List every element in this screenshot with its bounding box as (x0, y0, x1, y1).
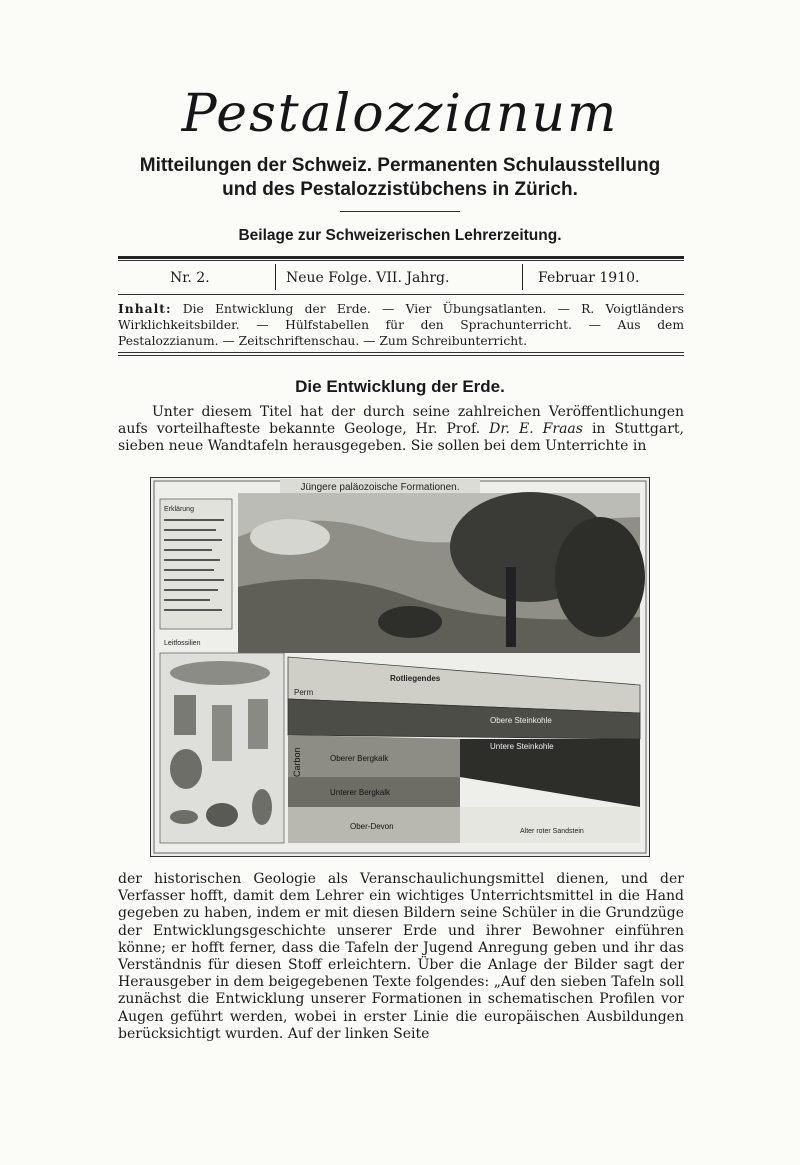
legend-title: Erklärung (164, 506, 194, 513)
fossil-trilobite (170, 810, 198, 824)
article-intro (118, 404, 684, 455)
layer-sandstein (460, 807, 640, 843)
contents-label: Inhalt: (118, 301, 172, 316)
issue-rule-top (118, 256, 684, 259)
contents-rule-2 (118, 355, 684, 356)
label-perm: Perm (294, 688, 314, 697)
subtitle-line-1: Mitteilungen der Schweiz. Permanenten Schulausstellung (139, 155, 661, 176)
fossil-shell (170, 749, 202, 789)
issue-rule-top-thin (118, 260, 684, 261)
fossil-fish (170, 661, 270, 685)
label-sandstein: Alter roter Sandstein (520, 828, 584, 835)
article-body (118, 871, 684, 1043)
figure-banner-text: Jüngere paläozoische Formationen. (300, 482, 460, 493)
table-of-contents (118, 301, 684, 349)
fern (378, 606, 442, 638)
label-unterer-bergkalk: Unterer Bergkalk (330, 788, 391, 797)
issue-separator (522, 264, 523, 290)
article-title: Die Entwicklung der Erde. (295, 377, 505, 396)
fossils-title: Leitfossilien (164, 640, 201, 647)
label-oberer-bergkalk: Oberer Bergkalk (330, 754, 389, 763)
fossil-coral (252, 789, 272, 825)
label-untere-steinkohle: Untere Steinkohle (490, 742, 554, 751)
subtitle-line-2: und des Pestalozzistübchens in Zürich. (222, 179, 578, 200)
wall-chart-figure (150, 477, 650, 857)
body-paragraph: der historischen Geologie als Veranschaulichungsmittel dienen, und der Verfasser hofft, damit dem Lehrer ein wichtiges Unterrichtsmittel in die Hand gegeben zu haben, indem er mit diesen Bildern seine Schüler in die Grundzüge der Entwicklungsgeschichte unserer Erde und ihrer Bewohner einführen könne; er hofft ferner, dass die Tafeln der Jugend Anregung geben und ihr das Verständnis für diesen Stoff erleichtern. Über die Anlage der Bilder sagt der Herausgeber in dem beigegebenen Texte folgendes: „Auf den sieben Tafeln soll zunächst die Entwicklung unserer Formationen in schematischen Profilen vor Augen geführt werden, wobei in erster Linie die europäischen Ausbildungen berücksichtigt wurden. Auf der linken Seite (118, 871, 684, 1042)
short-divider (340, 211, 460, 212)
fossil-shell (206, 803, 238, 827)
supplement-line: Beilage zur Schweizerischen Lehrerzeitung. (238, 227, 562, 244)
issue-number: Nr. 2. (170, 270, 210, 286)
issue-bar (118, 262, 684, 292)
label-rotliegendes: Rotliegendes (390, 674, 441, 683)
label-obere-steinkohle: Obere Steinkohle (490, 716, 552, 725)
tree-canopy (555, 517, 645, 637)
subtitle (100, 154, 700, 202)
intro-text: Unter diesem Titel hat der durch seine zahlreichen Veröffentlichungen aufs vorteilhafteste bekannte Geologe, Hr. Prof. (118, 404, 684, 437)
fossil-plant (174, 695, 196, 735)
tree-trunk (506, 567, 516, 647)
fossil-stem (212, 705, 232, 761)
fossil-stem (248, 699, 268, 749)
contents-rule (118, 352, 684, 353)
intro-text-end: in Stuttgart, sieben neue Wandtafeln herausgegeben. Sie sollen bei dem Unterrichte in (118, 421, 685, 454)
issue-separator (275, 264, 276, 290)
masthead-title: Pestalozzianum (181, 84, 619, 144)
intro-paragraph (118, 404, 684, 455)
contents-text: Die Entwicklung der Erde. — Vier Übungsatlanten. — R. Voigtländers Wirklichkeitsbilder. — Hülfstabellen für den Sprachunterricht. — Aus dem Pestalozzianum. — Zeitschriftenschau. — Zum Schreibunterricht. (118, 302, 684, 348)
label-karbon: Carbon (292, 747, 302, 777)
author-name: Dr. E. Fraas (489, 421, 583, 437)
issue-series: Neue Folge. VII. Jahrg. (286, 270, 450, 286)
volcanic-cloud (250, 519, 330, 555)
issue-date: Februar 1910. (538, 270, 640, 286)
issue-rule-bottom (118, 294, 684, 295)
label-ober-devon: Ober-Devon (350, 822, 394, 831)
